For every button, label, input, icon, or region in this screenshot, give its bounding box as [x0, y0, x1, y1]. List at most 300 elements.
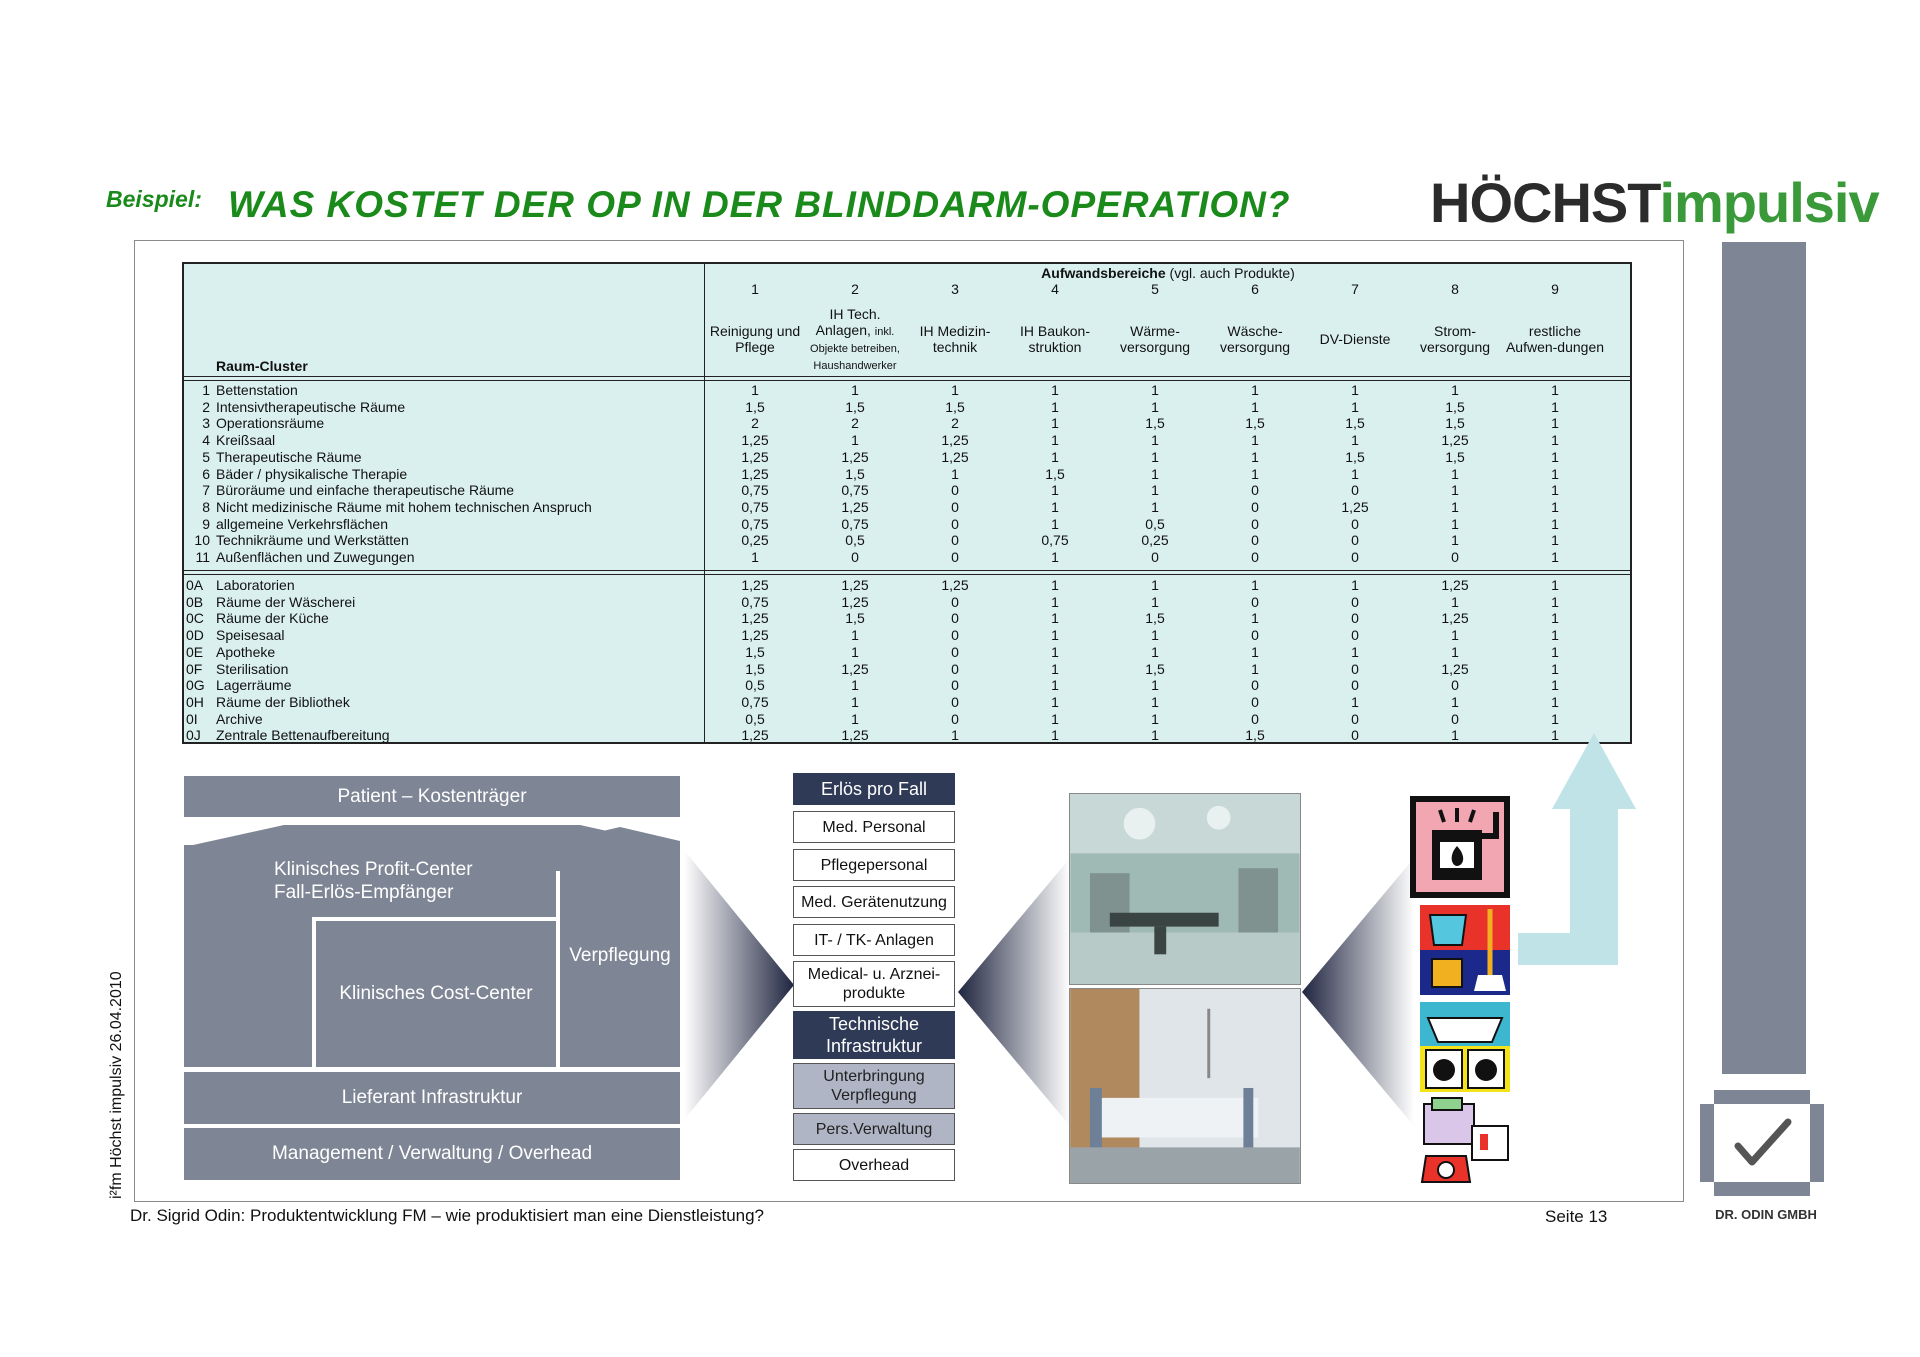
side-bar-decoration	[1722, 242, 1806, 1074]
table-cell: 1	[1151, 448, 1159, 465]
header-separator	[184, 376, 1630, 377]
table-cell: 0	[951, 610, 959, 627]
table-row	[184, 610, 1630, 627]
table-cell: 1,5	[745, 398, 765, 415]
table-cell: 1,5	[1245, 415, 1265, 432]
column-header-2: IH Tech. Anlagen, inkl. Objekte betreiben, Haushandwerker	[810, 305, 900, 372]
table-cell: 0	[1251, 677, 1259, 694]
table-cell: 0	[1251, 627, 1259, 644]
table-cell: 1	[1151, 432, 1159, 449]
table-cell: 1	[1251, 577, 1259, 593]
row-number: 7	[202, 482, 210, 499]
table-cell: 0	[851, 549, 859, 565]
table-row	[184, 549, 1630, 566]
logo-part-2: impulsiv	[1659, 171, 1879, 234]
row-label: Räume der Küche	[216, 610, 329, 627]
column-header-3: IH Medizin-technik	[919, 323, 991, 355]
table-cell: 1	[951, 465, 959, 482]
table-cell: 0	[1251, 515, 1259, 532]
table-cell: 1	[1251, 610, 1259, 627]
table-cell: 1	[1051, 677, 1059, 694]
row-label: allgemeine Verkehrsflächen	[216, 515, 388, 532]
table-cell: 0	[1251, 693, 1259, 710]
table-row	[184, 516, 1630, 533]
table-cell: 1	[1151, 693, 1159, 710]
cost-item: Med. Gerätenutzung	[793, 886, 955, 918]
table-cell: 1	[851, 382, 859, 398]
table-cell: 1	[1451, 498, 1459, 515]
table-cell: 1,5	[1445, 398, 1465, 415]
profit-center-line-1: Klinisches Profit-Center	[274, 859, 473, 880]
table-cell: 0	[951, 498, 959, 515]
table-row	[184, 594, 1630, 611]
column-header-8: Strom-versorgung	[1419, 323, 1491, 355]
table-cell: 1,25	[741, 465, 769, 482]
row-label: Sterilisation	[216, 660, 289, 677]
table-cell: 1	[951, 727, 959, 744]
table-cell: 1	[1351, 398, 1359, 415]
table-cell: 0	[1451, 677, 1459, 694]
table-cell: 1	[1551, 448, 1559, 465]
example-label: Beispiel:	[106, 186, 202, 212]
column-number-9: 9	[1551, 281, 1559, 297]
accommodation-catering: Unterbringung Verpflegung	[793, 1063, 955, 1109]
table-cell: 1,5	[1145, 415, 1165, 432]
table-row	[184, 577, 1630, 594]
row-number: 8	[202, 498, 210, 515]
row-number: 1	[202, 382, 210, 398]
table-cell: 1	[1051, 643, 1059, 660]
table-cell: 0,75	[741, 498, 769, 515]
row-number: 6	[202, 465, 210, 482]
table-row	[184, 711, 1630, 728]
table-cell: 1	[1051, 727, 1059, 744]
table-cell: 1	[1051, 577, 1059, 593]
table-cell: 1	[1451, 532, 1459, 549]
table-cell: 1	[1251, 660, 1259, 677]
table-cell: 1	[1551, 398, 1559, 415]
row-label: Räume der Bibliothek	[216, 693, 350, 710]
table-cell: 0	[1351, 515, 1359, 532]
table-cell: 1	[1551, 593, 1559, 610]
table-cell: 1	[851, 627, 859, 644]
table-cell: 2	[951, 415, 959, 432]
row-code: 0F	[186, 660, 203, 677]
table-cell: 1	[851, 643, 859, 660]
table-cell: 0	[951, 482, 959, 499]
table-cell: 1,25	[841, 660, 869, 677]
column-header-6: Wäsche-versorgung	[1219, 323, 1291, 355]
table-row	[184, 627, 1630, 644]
row-number: 4	[202, 432, 210, 449]
table-cell: 0,75	[841, 482, 869, 499]
funnel-1	[684, 850, 794, 1120]
company-name: DR. ODIN GMBH	[1715, 1207, 1817, 1222]
table-cell: 0	[1451, 549, 1459, 565]
table-cell: 0	[1351, 549, 1359, 565]
table-cell: 0	[951, 660, 959, 677]
table-cell: 1,5	[845, 465, 865, 482]
table-cell: 1,25	[1441, 610, 1469, 627]
table-row	[184, 466, 1630, 483]
table-cell: 1	[1151, 643, 1159, 660]
table-cell: 0	[951, 532, 959, 549]
row-number: 10	[194, 532, 210, 549]
table-cell: 1	[1151, 627, 1159, 644]
table-cell: 1	[1151, 710, 1159, 727]
row-code: 0E	[186, 643, 204, 660]
table-cell: 1,25	[741, 432, 769, 449]
table-cell: 1	[1051, 382, 1059, 398]
row-label: Intensivtherapeutische Räume	[216, 398, 406, 415]
row-code: 0I	[186, 710, 198, 727]
column-header-4: IH Baukon-struktion	[1019, 323, 1091, 355]
table-cell: 1	[1451, 727, 1459, 744]
row-label: Kreißsaal	[216, 432, 276, 449]
row-label: Apotheke	[216, 643, 276, 660]
table-row	[184, 432, 1630, 449]
table-cell: 1	[951, 382, 959, 398]
funnel-3	[1302, 858, 1414, 1126]
table-cell: 1	[1251, 398, 1259, 415]
table-cell: 0,25	[1141, 532, 1169, 549]
personnel-admin: Pers.Verwaltung	[793, 1113, 955, 1145]
table-cell: 1,25	[941, 432, 969, 449]
column-group-title: Aufwandsbereiche (vgl. auch Produkte)	[1041, 265, 1295, 281]
table-cell: 1	[1151, 382, 1159, 398]
profit-center-line-2: Fall-Erlös-Empfänger	[274, 882, 454, 903]
table-cell: 0,5	[745, 710, 765, 727]
table-cell: 1	[1051, 498, 1059, 515]
table-cell: 1,25	[941, 448, 969, 465]
row-code: 0G	[186, 677, 205, 694]
table-cell: 1,5	[1045, 465, 1065, 482]
table-cell: 1	[1051, 398, 1059, 415]
table-cell: 1	[751, 549, 759, 565]
table-cell: 1	[1551, 627, 1559, 644]
table-cell: 0,5	[845, 532, 865, 549]
table-cell: 0,25	[741, 532, 769, 549]
column-number-4: 4	[1051, 281, 1059, 297]
table-cell: 0	[1151, 549, 1159, 565]
table-cell: 1,5	[1345, 448, 1365, 465]
table-cell: 0	[1351, 482, 1359, 499]
table-cell: 2	[751, 415, 759, 432]
table-cell: 1	[1451, 515, 1459, 532]
page-number: Seite 13	[1545, 1207, 1608, 1226]
row-label: Bäder / physikalische Therapie	[216, 465, 408, 482]
funnel-2	[958, 858, 1070, 1126]
table-cell: 1,25	[741, 627, 769, 644]
verpflegung-roof	[560, 827, 680, 847]
cost-item: Medical- u. Arznei-produkte	[793, 961, 955, 1007]
column-number-1: 1	[751, 281, 759, 297]
column-number-7: 7	[1351, 281, 1359, 297]
table-cell: 1	[1051, 549, 1059, 565]
table-cell: 1	[751, 382, 759, 398]
table-cell: 0	[1351, 660, 1359, 677]
table-cell: 1	[1251, 643, 1259, 660]
table-cell: 1,25	[741, 577, 769, 593]
table-cell: 1	[851, 693, 859, 710]
table-row	[184, 499, 1630, 516]
table-cell: 1,25	[1341, 498, 1369, 515]
table-cell: 0	[1351, 710, 1359, 727]
row-label: Laboratorien	[216, 577, 295, 593]
table-cell: 1	[1151, 727, 1159, 744]
column-header-7: DV-Dienste	[1319, 331, 1391, 347]
laundry-icon	[1420, 1002, 1510, 1092]
column-number-3: 3	[951, 281, 959, 297]
cleaning-bucket-icon	[1420, 905, 1510, 995]
patient-room-photo	[1069, 988, 1301, 1184]
table-row	[184, 415, 1630, 432]
table-cell: 1	[1551, 482, 1559, 499]
table-cell: 1,25	[841, 498, 869, 515]
table-row	[184, 399, 1630, 416]
table-row	[184, 677, 1630, 694]
table-cell: 1,5	[1145, 610, 1165, 627]
row-number: 2	[202, 398, 210, 415]
cost-table	[182, 262, 1632, 744]
table-cell: 0	[1251, 482, 1259, 499]
table-cell: 1	[1251, 432, 1259, 449]
table-row	[184, 694, 1630, 711]
table-cell: 1,25	[1441, 577, 1469, 593]
row-label: Zentrale Bettenaufbereitung	[216, 727, 390, 744]
profit-center-box	[184, 845, 556, 917]
verpflegung-box: Verpflegung	[560, 845, 680, 1067]
table-cell: 1	[1451, 465, 1459, 482]
table-cell: 1,25	[841, 593, 869, 610]
table-cell: 1	[1251, 448, 1259, 465]
table-cell: 1,5	[945, 398, 965, 415]
table-cell: 1	[1151, 577, 1159, 593]
row-code: 0H	[186, 693, 204, 710]
page-title: WAS KOSTET DER OP IN DER BLINDDARM-OPERATION?	[228, 184, 1291, 225]
table-cell: 0	[1451, 710, 1459, 727]
table-cell: 0	[1251, 532, 1259, 549]
operating-room-photo	[1069, 793, 1301, 985]
table-cell: 1,25	[1441, 660, 1469, 677]
table-cell: 1	[1051, 432, 1059, 449]
cost-center-box: Klinisches Cost-Center	[316, 921, 556, 1067]
table-cell: 1,25	[741, 448, 769, 465]
table-cell: 1	[1051, 693, 1059, 710]
management-box: Management / Verwaltung / Overhead	[184, 1128, 680, 1180]
table-row	[184, 661, 1630, 678]
table-row	[184, 449, 1630, 466]
table-cell: 1,5	[845, 398, 865, 415]
table-cell: 1	[1351, 465, 1359, 482]
table-cell: 1	[1051, 660, 1059, 677]
cost-item: Pflegepersonal	[793, 849, 955, 881]
row-label: Speisesaal	[216, 627, 285, 644]
table-cell: 1,25	[1441, 432, 1469, 449]
row-label: Außenflächen und Zuwegungen	[216, 549, 415, 565]
table-cell: 1	[1551, 515, 1559, 532]
table-cell: 1	[1151, 482, 1159, 499]
table-cell: 1	[851, 432, 859, 449]
heating-stove-icon	[1410, 796, 1510, 898]
table-cell: 0,75	[841, 515, 869, 532]
table-cell: 0	[951, 515, 959, 532]
technical-infrastructure: Technische Infrastruktur	[793, 1011, 955, 1059]
table-cell: 1,5	[1345, 415, 1365, 432]
table-cell: 1	[1351, 432, 1359, 449]
table-row	[184, 482, 1630, 499]
table-cell: 1	[1351, 643, 1359, 660]
table-cell: 1	[1051, 627, 1059, 644]
table-cell: 1	[851, 677, 859, 694]
table-cell: 1,25	[741, 610, 769, 627]
table-cell: 0	[951, 710, 959, 727]
row-label: Bettenstation	[216, 382, 298, 398]
logo-part-1: HÖCHST	[1430, 171, 1660, 234]
header-separator-2	[184, 380, 1630, 381]
group-separator	[184, 570, 1630, 571]
checkmark-badge-icon	[1700, 1090, 1824, 1196]
table-cell: 1	[1251, 465, 1259, 482]
table-cell: 1	[1051, 415, 1059, 432]
table-cell: 1	[1551, 465, 1559, 482]
row-code: 0J	[186, 727, 201, 744]
table-cell: 0	[951, 693, 959, 710]
overhead-item: Overhead	[793, 1149, 955, 1181]
lieferant-box: Lieferant Infrastruktur	[184, 1072, 680, 1124]
table-cell: 1,5	[1245, 727, 1265, 744]
table-cell: 1	[851, 710, 859, 727]
table-cell: 1	[1051, 593, 1059, 610]
table-cell: 0,5	[745, 677, 765, 694]
column-header-5: Wärme-versorgung	[1119, 323, 1191, 355]
table-cell: 1	[1551, 727, 1559, 744]
column-number-2: 2	[851, 281, 859, 297]
table-cell: 1	[1551, 382, 1559, 398]
table-cell: 1,5	[745, 643, 765, 660]
table-cell: 0,75	[741, 515, 769, 532]
profit-center-left-pillar	[184, 917, 312, 1067]
table-cell: 1	[1451, 593, 1459, 610]
table-cell: 1	[1551, 643, 1559, 660]
table-cell: 0,75	[741, 482, 769, 499]
row-number: 9	[202, 515, 210, 532]
row-label: Nicht medizinische Räume mit hohem technischen Anspruch	[216, 498, 592, 515]
table-cell: 0	[951, 643, 959, 660]
column-number-6: 6	[1251, 281, 1259, 297]
table-cell: 1	[1051, 482, 1059, 499]
table-cell: 1,25	[941, 577, 969, 593]
table-cell: 1	[1251, 382, 1259, 398]
table-cell: 1	[1551, 677, 1559, 694]
table-row	[184, 532, 1630, 549]
table-cell: 0,75	[1041, 532, 1069, 549]
table-cell: 0	[1351, 610, 1359, 627]
table-cell: 1	[1551, 693, 1559, 710]
table-cell: 0,75	[741, 593, 769, 610]
table-cell: 1	[1451, 382, 1459, 398]
row-number: 3	[202, 415, 210, 432]
table-row	[184, 382, 1630, 399]
table-cell: 1	[1051, 610, 1059, 627]
table-cell: 1	[1151, 593, 1159, 610]
revenue-per-case-header: Erlös pro Fall	[793, 773, 955, 805]
table-row	[184, 727, 1630, 744]
table-cell: 1	[1351, 382, 1359, 398]
footer-text: Dr. Sigrid Odin: Produktentwicklung FM – wie produktisiert man eine Dienstleistung?	[130, 1206, 765, 1225]
table-row	[184, 644, 1630, 661]
column-header-1: Reinigung und Pflege	[709, 323, 801, 355]
table-cell: 1	[1451, 627, 1459, 644]
table-cell: 1	[1551, 549, 1559, 565]
row-label: Operationsräume	[216, 415, 325, 432]
table-cell: 1	[1151, 398, 1159, 415]
table-cell: 1	[1551, 660, 1559, 677]
table-cell: 1	[1151, 677, 1159, 694]
table-cell: 0	[1251, 710, 1259, 727]
table-cell: 0	[951, 677, 959, 694]
table-cell: 1	[1051, 448, 1059, 465]
row-code: 0B	[186, 593, 204, 610]
table-cell: 1	[1151, 465, 1159, 482]
table-cell: 0	[1251, 593, 1259, 610]
table-cell: 0	[1351, 593, 1359, 610]
cost-item: IT- / TK- Anlagen	[793, 924, 955, 956]
table-cell: 1	[1451, 693, 1459, 710]
table-cell: 0	[951, 627, 959, 644]
table-cell: 0	[1351, 627, 1359, 644]
row-header: Raum-Cluster	[216, 358, 308, 374]
table-cell: 1	[1451, 482, 1459, 499]
group-separator-2	[184, 574, 1630, 575]
table-cell: 1	[1451, 643, 1459, 660]
table-cell: 0,5	[1145, 515, 1165, 532]
table-cell: 1	[1351, 693, 1359, 710]
table-cell: 1	[1051, 710, 1059, 727]
table-cell: 0	[951, 549, 959, 565]
table-cell: 0	[1351, 727, 1359, 744]
column-header-9: restliche Aufwen-dungen	[1505, 323, 1605, 355]
table-cell: 1,5	[1445, 415, 1465, 432]
table-cell: 1,25	[841, 727, 869, 744]
row-label: Lagerräume	[216, 677, 292, 694]
cost-item: Med. Personal	[793, 811, 955, 843]
table-cell: 1,25	[741, 727, 769, 744]
table-cell: 0	[1251, 498, 1259, 515]
table-cell: 2	[851, 415, 859, 432]
table-cell: 0,75	[741, 693, 769, 710]
column-number-5: 5	[1151, 281, 1159, 297]
table-cell: 1	[1551, 577, 1559, 593]
table-cell: 0	[1251, 549, 1259, 565]
table-cell: 1	[1551, 610, 1559, 627]
row-label: Räume der Wäscherei	[216, 593, 356, 610]
table-cell: 1,5	[745, 660, 765, 677]
patient-box: Patient – Kostenträger	[184, 776, 680, 817]
row-code: 0C	[186, 610, 204, 627]
services-hospital-phone-icon	[1420, 1096, 1512, 1188]
row-number: 11	[195, 549, 210, 565]
table-cell: 1,5	[1445, 448, 1465, 465]
row-code: 0A	[186, 577, 204, 593]
table-cell: 1,5	[1145, 660, 1165, 677]
row-number: 5	[202, 448, 210, 465]
vertical-footer-text: i²fm Höchst impulsiv 26.04.2010	[108, 971, 125, 1199]
column-number-8: 8	[1451, 281, 1459, 297]
logo	[1430, 170, 1879, 235]
table-cell: 1	[1151, 498, 1159, 515]
row-code: 0D	[186, 627, 204, 644]
